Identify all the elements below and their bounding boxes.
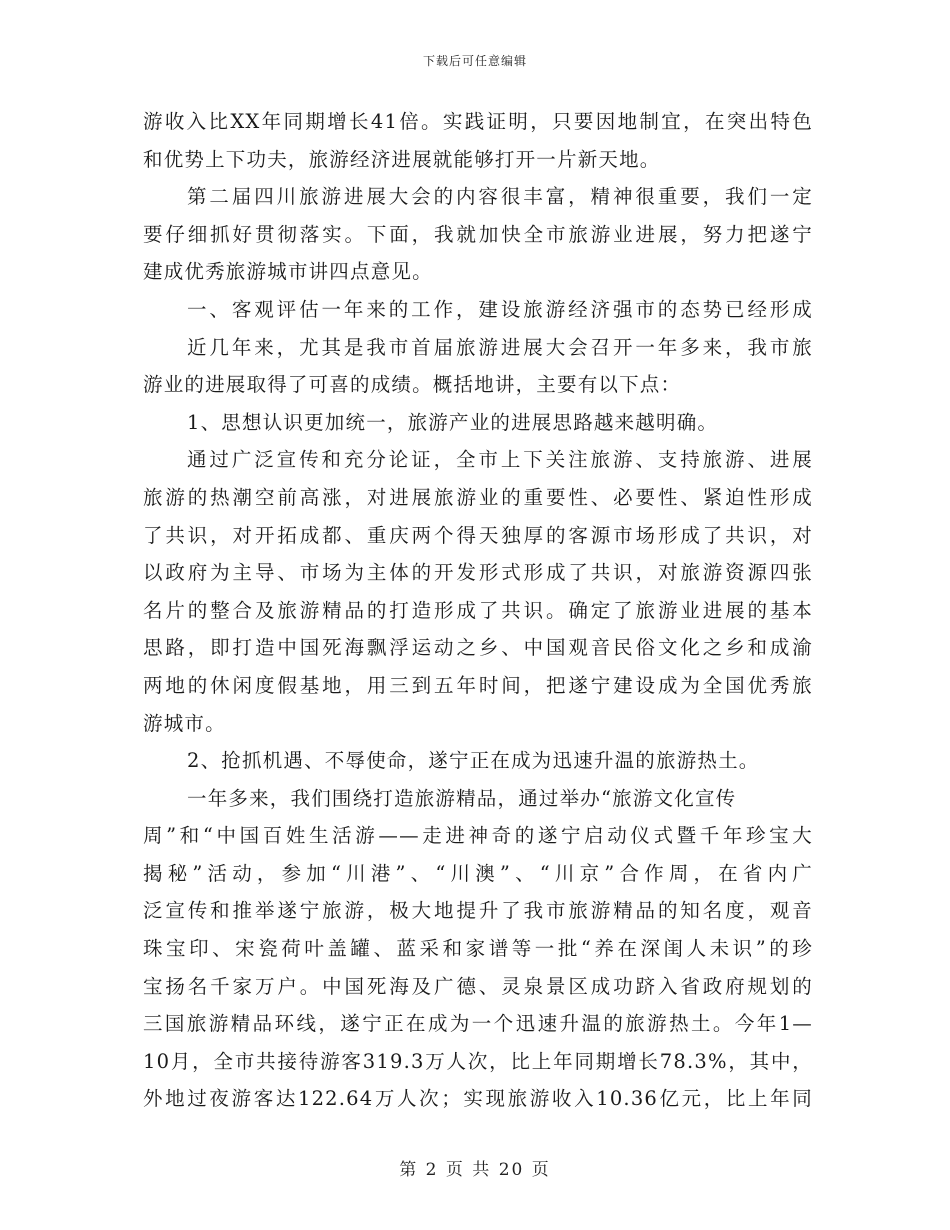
text-line-11: 旅游的热潮空前高涨，对进展旅游业的重要性、必要性、紧迫性形成 (143, 485, 813, 509)
text-line-1: 游收入比XX年同期增长41倍。实践证明，只要因地制宜，在突出特色 (143, 110, 813, 133)
text-line-17: 游城市。 (143, 711, 226, 735)
text-line-7: 近几年来，尤其是我市首届旅游进展大会召开一年多来，我市旅 (187, 335, 813, 359)
document-body (143, 103, 813, 1118)
text-line-2: 和优势上下功夫，旅游经济进展就能够打开一片新天地。 (143, 147, 661, 171)
text-line-16: 两地的休闲度假基地，用三到五年时间，把遂宁建设成为全国优秀旅 (143, 673, 813, 697)
text-line-3: 第二届四川旅游进展大会的内容很丰富，精神很重要，我们一定 (187, 185, 813, 209)
text-line-15: 思路，即打造中国死海飘浮运动之乡、中国观音民俗文化之乡和成渝 (143, 636, 813, 660)
text-line-4: 要仔细抓好贯彻落实。下面，我就加快全市旅游业进展，努力把遂宁 (143, 222, 813, 246)
text-line-19: 一年多来，我们围绕打造旅游精品，通过举办“旅游文化宣传 (187, 786, 737, 810)
text-line-12: 了共识，对开拓成都、重庆两个得天独厚的客源市场形成了共识，对 (143, 523, 813, 547)
subheading-1: 1、思想认识更加统一，旅游产业的进展思路越来越明确。 (187, 410, 719, 434)
page-header-note: 下载后可任意编辑 (422, 54, 527, 68)
text-line-13: 以政府为主导、市场为主体的开发形式形成了共识，对旅游资源四张 (143, 561, 813, 585)
text-line-25: 三国旅游精品环线，遂宁正在成为一个迅速升温的旅游热土。今年1— (143, 1012, 813, 1036)
text-line-10: 通过广泛宣传和充分论证，全市上下关注旅游、支持旅游、进展 (187, 448, 813, 472)
subheading-2: 2、抢抓机遇、不辱使命，遂宁正在成为迅速升温的旅游热土。 (187, 749, 760, 773)
text-line-24: 宝扬名千家万户。中国死海及广德、灵泉景区成功跻入省政府规划的 (143, 974, 813, 998)
section-heading-1: 一、客观评估一年来的工作，建设旅游经济强市的态势已经形成 (187, 297, 813, 321)
page-number-footer: 第 2 页 共 20 页 (399, 1160, 551, 1180)
text-line-23: 珠宝印、宋瓷荷叶盖罐、蓝采和家谱等一批“养在深闺人未识”的珍 (143, 937, 813, 961)
text-line-8: 游业的进展取得了可喜的成绩。概括地讲，主要有以下点： (143, 373, 682, 397)
text-line-20: 周”和“中国百姓生活游——走进神奇的遂宁启动仪式暨千年珍宝大 (143, 824, 813, 848)
text-line-14: 名片的整合及旅游精品的打造形成了共识。确定了旅游业进展的基本 (143, 598, 813, 622)
text-line-26: 10月，全市共接待游客319.3万人次，比上年同期增长78.3%，其中， (143, 1049, 813, 1073)
text-line-5: 建成优秀旅游城市讲四点意见。 (143, 260, 433, 284)
text-line-21: 揭秘”活动，参加“川港”、“川澳”、“川京”合作周，在省内广 (143, 861, 813, 885)
text-line-22: 泛宣传和推举遂宁旅游，极大地提升了我市旅游精品的知名度，观音 (143, 899, 813, 923)
text-line-27: 外地过夜游客达122.64万人次；实现旅游收入10.36亿元，比上年同 (143, 1087, 813, 1111)
